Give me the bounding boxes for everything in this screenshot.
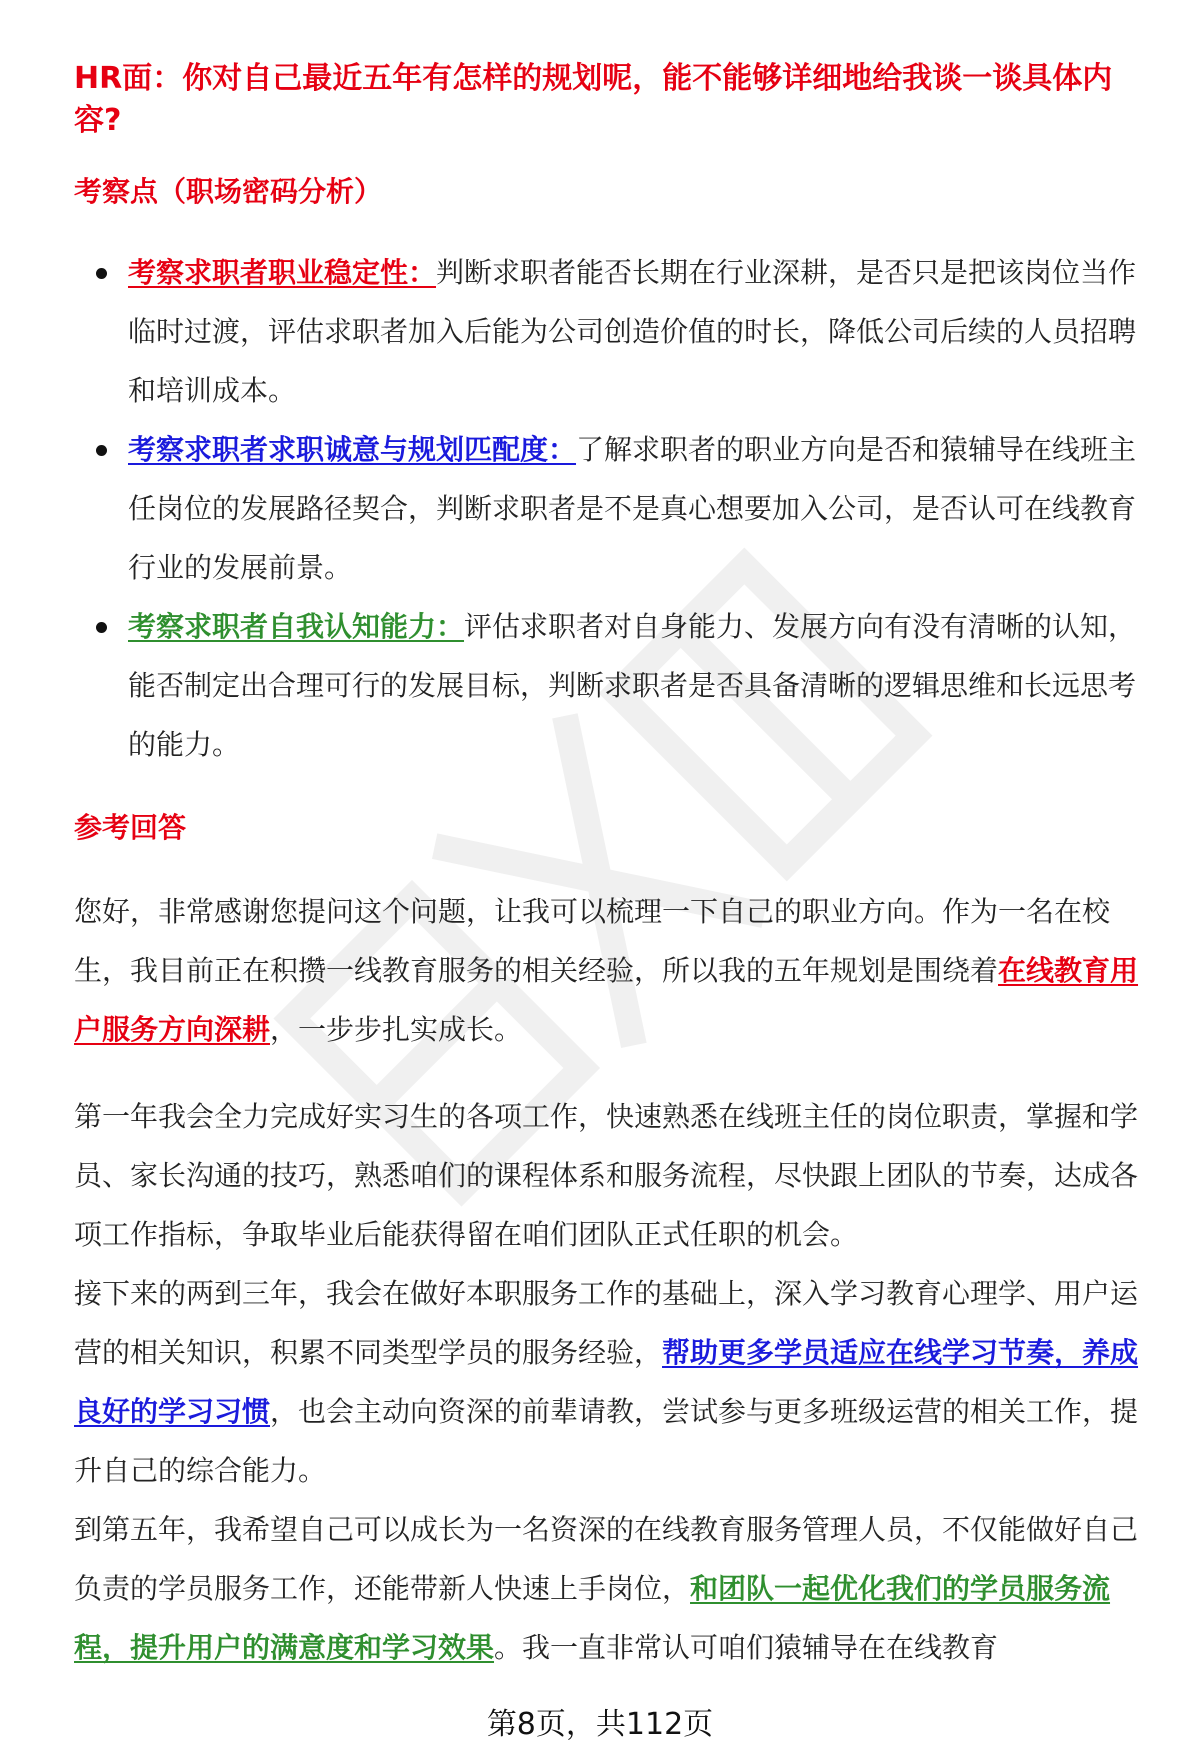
page-number: 第8页，共112页 bbox=[486, 1707, 714, 1742]
reference-answer bbox=[74, 882, 1154, 1677]
paragraph-text: 接下来的两到三年，我会在做好本职服务工作的基础上，深入学习教育心理学、用户运营的相关知识，积累不同类型学员的服务经验， bbox=[74, 1277, 1139, 1369]
bullet-icon bbox=[96, 445, 107, 456]
answer-section-title: 参考回答 bbox=[74, 811, 187, 844]
point-text: 判断求职者能否长期在行业深耕，是否只是把该岗位当作临时过渡，评估求职者加入后能为公司创造价值的时长，降低公司后续的人员招聘和培训成本。 bbox=[128, 256, 1137, 407]
analysis-point-list bbox=[74, 243, 1154, 774]
point-keyword: 考察求职者自我认知能力： bbox=[128, 610, 465, 643]
analysis-point bbox=[74, 420, 1154, 597]
point-text: 评估求职者对自身能力、发展方向有没有清晰的认知，能否制定出合理可行的发展目标，判断求职者是否具备清晰的逻辑思维和长远思考的能力。 bbox=[128, 610, 1137, 761]
answer-paragraph bbox=[74, 1500, 1154, 1677]
point-text: 了解求职者的职业方向是否和猿辅导在线班主任岗位的发展路径契合，判断求职者是不是真心想要加入公司，是否认可在线教育行业的发展前景。 bbox=[128, 433, 1137, 584]
paragraph-text: ，一步步扎实成长。 bbox=[270, 1013, 523, 1046]
paragraph-text: 。我一直非常认可咱们猿辅导在在线教育 bbox=[494, 1631, 999, 1664]
interview-question: HR面：你对自己最近五年有怎样的规划呢，能不能够详细地给我谈一谈具体内容? bbox=[74, 61, 1113, 138]
analysis-point bbox=[74, 597, 1154, 774]
point-keyword: 考察求职者职业稳定性： bbox=[128, 256, 437, 289]
answer-paragraph: 第一年我会全力完成好实习生的各项工作，快速熟悉在线班主任的岗位职责，掌握和学员、家长沟通的技巧，熟悉咱们的课程体系和服务流程，尽快跟上团队的节奏，达成各项工作指标，争取毕业后能获得留在咱们团队正式任职的机会。 bbox=[74, 1100, 1139, 1251]
analysis-point bbox=[74, 243, 1154, 420]
bullet-icon bbox=[96, 622, 107, 633]
paragraph-text: 到第五年，我希望自己可以成长为一名资深的在线教育服务管理人员，不仅能做好自己负责的学员服务工作，还能带新人快速上手岗位， bbox=[74, 1513, 1139, 1605]
highlight-text: 在线教育用户服务方向深耕 bbox=[74, 954, 1139, 1046]
bullet-icon bbox=[96, 268, 107, 279]
answer-paragraph bbox=[74, 1264, 1154, 1500]
analysis-section-title: 考察点（职场密码分析） bbox=[74, 175, 383, 208]
paragraph-text: ，也会主动向资深的前辈请教，尝试参与更多班级运营的相关工作，提升自己的综合能力。 bbox=[74, 1395, 1139, 1487]
highlight-text: 帮助更多学员适应在线学习节奏，养成良好的学习习惯 bbox=[74, 1336, 1139, 1428]
point-keyword: 考察求职者求职诚意与规划匹配度： bbox=[128, 433, 577, 466]
highlight-text: 和团队一起优化我们的学员服务流程，提升用户的满意度和学习效果 bbox=[74, 1572, 1111, 1664]
answer-paragraph bbox=[74, 882, 1154, 1059]
paragraph-text: 您好，非常感谢您提问这个问题，让我可以梳理一下自己的职业方向。作为一名在校生，我目前正在积攒一线教育服务的相关经验，所以我的五年规划是围绕着 bbox=[74, 895, 1111, 987]
